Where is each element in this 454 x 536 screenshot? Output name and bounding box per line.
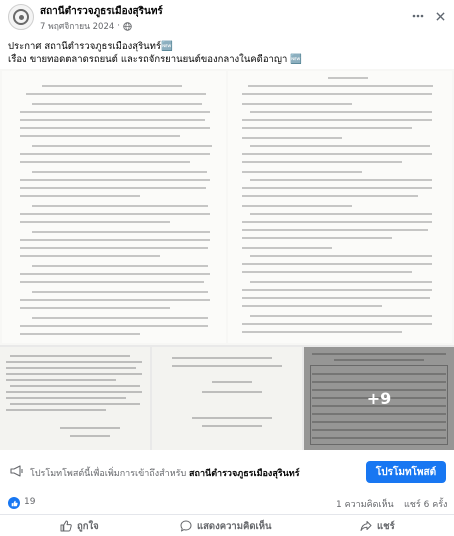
share-button-label: แชร์: [377, 520, 395, 532]
megaphone-icon: [10, 465, 24, 477]
more-options-button[interactable]: [410, 8, 426, 24]
date-separator: ·: [117, 21, 120, 31]
share-button[interactable]: [360, 518, 395, 534]
promote-text: [30, 466, 300, 480]
more-dots-icon: [412, 14, 424, 18]
gallery-photo-1[interactable]: [0, 69, 454, 345]
promote-text-prefix: โปรโมทโพสต์นี้เพื่อเพิ่มการเข้าถึงสำหรับ: [30, 469, 190, 479]
page-name-link[interactable]: สถานีตำรวจภูธรเมืองสุรินทร์: [40, 6, 163, 17]
share-count[interactable]: แชร์ 6 ครั้ง: [404, 500, 448, 510]
caption-line-2: เรื่อง ขายทอดตลาดรถยนต์ และรถจักรยานยนต์ของกลางในคดีอาญา 🆕: [8, 54, 303, 65]
police-emblem-icon: [13, 9, 29, 25]
page-avatar[interactable]: [8, 4, 34, 30]
thumbs-up-icon: [60, 520, 72, 532]
more-photos-count: +9: [366, 389, 392, 408]
photo-gallery: [0, 69, 454, 450]
gallery-photo-3[interactable]: [152, 347, 302, 450]
post-timestamp[interactable]: [40, 19, 132, 33]
like-reaction-icon[interactable]: [8, 497, 20, 509]
like-count[interactable]: 19: [24, 497, 36, 507]
close-post-button[interactable]: [432, 8, 448, 24]
close-icon: [436, 12, 445, 21]
share-arrow-icon: [360, 520, 372, 532]
document-page-right: [228, 71, 452, 343]
gallery-photo-2[interactable]: [0, 347, 150, 450]
post-actions: [0, 516, 454, 536]
comment-button[interactable]: [180, 518, 272, 534]
post-date-text: 7 พฤศจิกายน 2024: [40, 22, 115, 32]
like-button-label: ถูกใจ: [77, 520, 99, 532]
globe-icon: [123, 22, 132, 31]
promote-bar: [0, 455, 454, 489]
document-page-left: [2, 71, 226, 343]
comment-icon: [180, 520, 192, 532]
like-button[interactable]: [60, 518, 99, 534]
reaction-stats: [0, 492, 454, 515]
post-header: [0, 0, 454, 40]
promote-post-button[interactable]: โปรโมทโพสต์: [366, 461, 446, 483]
caption-line-1: ประกาศ สถานีตำรวจภูธรเมืองสุรินทร์🆕: [8, 41, 173, 52]
post-caption: [8, 40, 446, 66]
comment-button-label: แสดงความคิดเห็น: [197, 520, 272, 532]
gallery-photo-4[interactable]: [304, 347, 454, 450]
promote-text-page: สถานีตำรวจภูธรเมืองสุรินทร์: [189, 469, 300, 479]
comment-count[interactable]: 1 ความคิดเห็น: [336, 500, 394, 510]
more-photos-overlay[interactable]: [304, 347, 454, 450]
